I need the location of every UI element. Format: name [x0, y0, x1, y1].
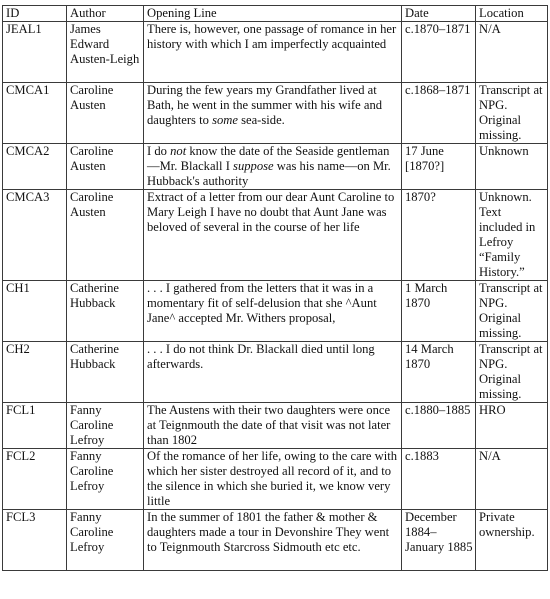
- cell-opening-line: Of the romance of her life, owing to the care with which her sister destroyed all record of it, and to the silence in which she buried it, we know very little: [144, 449, 402, 510]
- cell-opening-line: I do not know the date of the Seaside gentleman—Mr. Blackall I suppose was his name—on Mr. Hubback's authority: [144, 144, 402, 190]
- cell-opening-line: Extract of a letter from our dear Aunt Caroline to Mary Leigh I have no doubt that Aunt Jane was beloved of several in the course of her life: [144, 190, 402, 281]
- cell-location: Unknown: [476, 144, 548, 190]
- cell-date: 1 March 1870: [402, 281, 476, 342]
- cell-id: CH1: [3, 281, 67, 342]
- cell-id: FCL1: [3, 403, 67, 449]
- table-row: [3, 510, 548, 571]
- table-row: [3, 83, 548, 144]
- cell-author: Caroline Austen: [67, 83, 144, 144]
- cell-location: Transcript at NPG. Original missing.: [476, 281, 548, 342]
- table-row: [3, 342, 548, 403]
- cell-date: c.1870–1871: [402, 22, 476, 83]
- cell-location: HRO: [476, 403, 548, 449]
- header-opening-line: Opening Line: [144, 6, 402, 22]
- table-row: [3, 403, 548, 449]
- cell-opening-line: There is, however, one passage of romance in her history with which I am imperfectly acquainted: [144, 22, 402, 83]
- header-row: [3, 6, 548, 22]
- cell-id: CMCA1: [3, 83, 67, 144]
- cell-location: Transcript at NPG. Original missing.: [476, 342, 548, 403]
- cell-date: 1870?: [402, 190, 476, 281]
- cell-author: James Edward Austen-Leigh: [67, 22, 144, 83]
- cell-location: Transcript at NPG. Original missing.: [476, 83, 548, 144]
- cell-location: Private ownership.: [476, 510, 548, 571]
- cell-author: Catherine Hubback: [67, 281, 144, 342]
- sources-table: [2, 5, 548, 571]
- cell-opening-line: During the few years my Grandfather lived at Bath, he went in the summer with his wife and daughters to some sea-side.: [144, 83, 402, 144]
- cell-opening-line: The Austens with their two daughters were once at Teignmouth the date of that visit was not later than 1802: [144, 403, 402, 449]
- cell-opening-line: . . . I do not think Dr. Blackall died until long afterwards.: [144, 342, 402, 403]
- cell-author: Catherine Hubback: [67, 342, 144, 403]
- cell-date: c.1868–1871: [402, 83, 476, 144]
- cell-author: Caroline Austen: [67, 144, 144, 190]
- cell-author: Fanny Caroline Lefroy: [67, 449, 144, 510]
- cell-location: N/A: [476, 22, 548, 83]
- cell-id: JEAL1: [3, 22, 67, 83]
- cell-id: FCL2: [3, 449, 67, 510]
- cell-date: 14 March 1870: [402, 342, 476, 403]
- cell-id: CMCA3: [3, 190, 67, 281]
- cell-opening-line: . . . I gathered from the letters that it was in a momentary fit of self-delusion that she ^Aunt Jane^ accepted Mr. Withers proposal,: [144, 281, 402, 342]
- cell-author: Fanny Caroline Lefroy: [67, 403, 144, 449]
- cell-date: c.1883: [402, 449, 476, 510]
- cell-opening-line: In the summer of 1801 the father & mother & daughters made a tour in Devonshire They went to Teignmouth Starcross Sidmouth etc etc.: [144, 510, 402, 571]
- table-row: [3, 144, 548, 190]
- cell-date: December 1884–January 1885: [402, 510, 476, 571]
- cell-id: CH2: [3, 342, 67, 403]
- cell-location: N/A: [476, 449, 548, 510]
- header-date: Date: [402, 6, 476, 22]
- table-row: [3, 190, 548, 281]
- header-id: ID: [3, 6, 67, 22]
- cell-location: Unknown. Text included in Lefroy “Family History.”: [476, 190, 548, 281]
- cell-id: FCL3: [3, 510, 67, 571]
- table-row: [3, 22, 548, 83]
- cell-author: Fanny Caroline Lefroy: [67, 510, 144, 571]
- header-author: Author: [67, 6, 144, 22]
- table-row: [3, 281, 548, 342]
- cell-author: Caroline Austen: [67, 190, 144, 281]
- table-row: [3, 449, 548, 510]
- cell-date: 17 June [1870?]: [402, 144, 476, 190]
- cell-id: CMCA2: [3, 144, 67, 190]
- header-location: Location: [476, 6, 548, 22]
- cell-date: c.1880–1885: [402, 403, 476, 449]
